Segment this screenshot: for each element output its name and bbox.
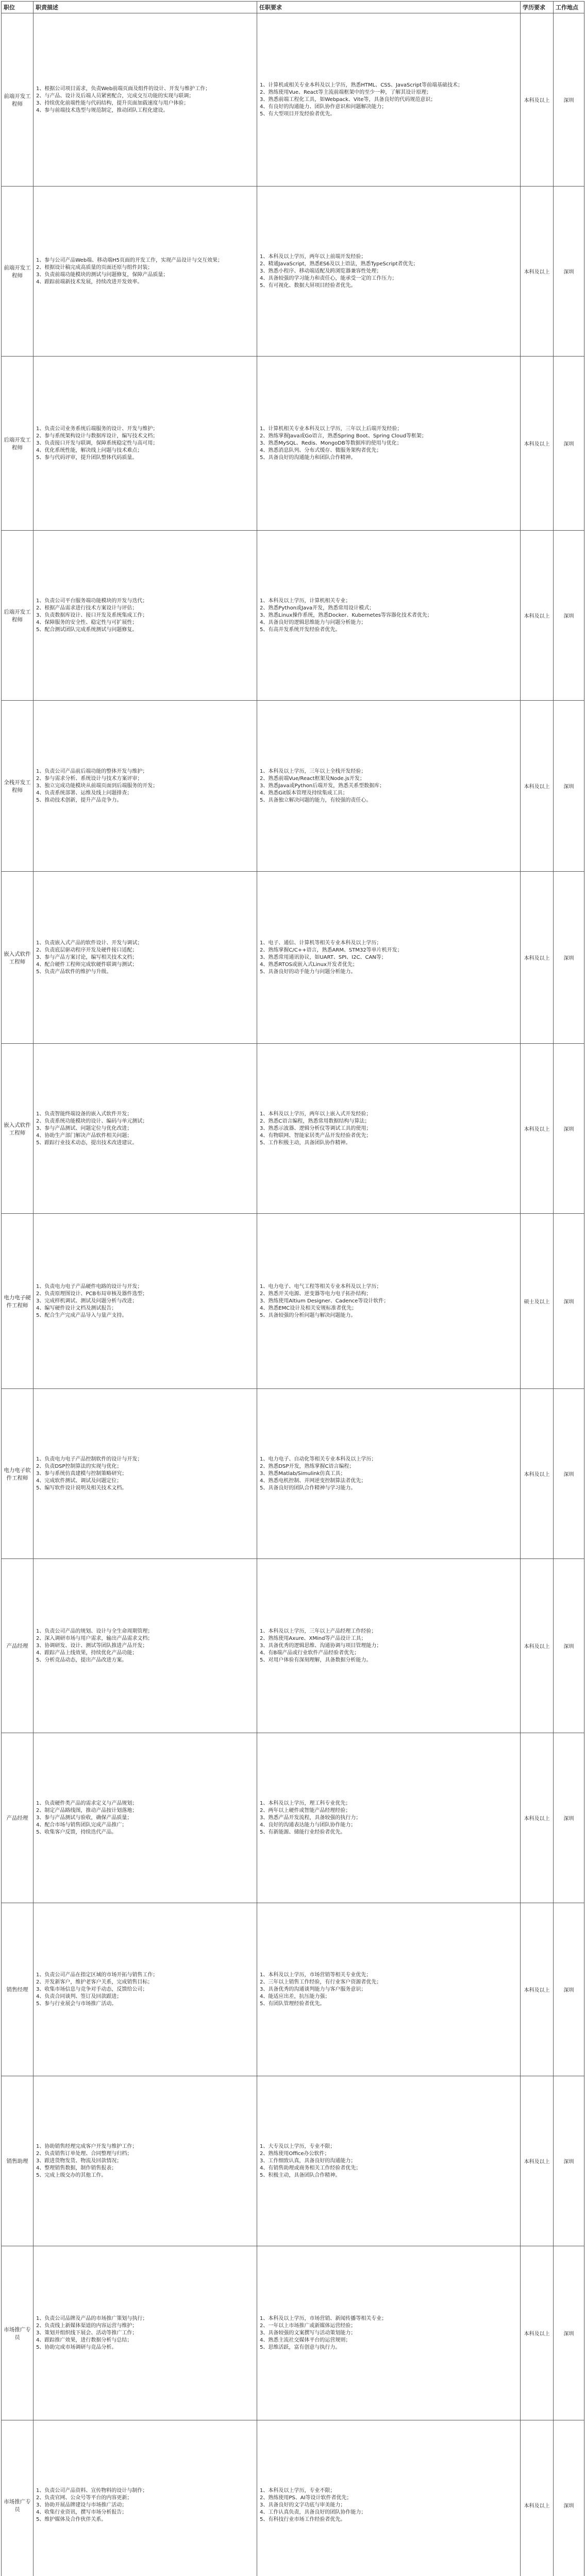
job-desc-cell: 1、负责公司产品前后端功能的整体开发与维护； 2、参与需求分析、系统设计与技术方案评审； 3、独立完成功能模块从前端页面到后端服务的开发； 4、负责系统部署、运维及线上问题排查； 5、推动技术创新，提升产品竞争力。: [34, 701, 257, 872]
job-loc-cell: 深圳: [554, 1733, 584, 1903]
table-row: [2, 1214, 584, 1389]
job-desc-cell: 1、负责公司产品在指定区域的市场开拓与销售工作； 2、开发新客户，维护老客户关系，完成销售目标； 3、收集市场信息与竞争对手动态，反馈给公司； 4、负责合同谈判、签订及回款跟进； 5、参与行业展会与市场推广活动。: [34, 1903, 257, 2076]
header-title: 职位: [2, 2, 34, 13]
job-edu-cell: 本科及以上: [521, 2076, 554, 2246]
job-req-cell: 1、本科及以上学历，三年以上全栈开发经验； 2、熟悉前端Vue/React框架及Node.js开发； 3、熟悉Java或Python后端开发，熟悉关系型数据库； 4、熟悉Git版本管理及持续集成工具； 5、具备独立解决问题的能力，有较强的责任心。: [257, 701, 521, 872]
job-req-cell: 1、大专及以上学历，专业不限； 2、熟练使用Office办公软件； 3、工作细致认真，具备良好的沟通能力； 4、有销售助理或商务相关工作经验者优先； 5、积极主动，具备团队合作精神。: [257, 2076, 521, 2246]
job-loc-cell: 深圳: [554, 1903, 584, 2076]
job-edu-cell: 本科及以上: [521, 1733, 554, 1903]
job-title-cell: 市场推广专员: [2, 2420, 34, 2576]
table-row: [2, 1389, 584, 1559]
job-req-cell: 1、电力电子、自动化等相关专业本科及以上学历； 2、熟悉DSP开发，熟练掌握C语言编程； 3、熟悉Matlab/Simulink仿真工具； 4、熟悉电机控制、并网逆变控制算法者优先； 5、具备良好的团队合作精神与学习能力。: [257, 1389, 521, 1559]
job-req-cell: 1、本科及以上学历，三年以上产品经理工作经验； 2、熟练使用Axure、XMind等产品设计工具； 3、具备优秀的逻辑思维、沟通协调与项目管理能力； 4、有B端产品或行业软件产品经验者优先； 5、对用户体验有深刻理解，具备数据分析能力。: [257, 1559, 521, 1733]
table-row: [2, 1044, 584, 1214]
job-desc-cell: 1、负责公司品牌及产品的市场推广策划与执行； 2、负责线上新媒体渠道的内容运营与维护； 3、策划并组织线下展会、活动等推广工作； 4、跟踪推广效果，进行数据分析与总结； 5、协助完成市场调研与竞品分析。: [34, 2246, 257, 2420]
job-title-cell: 前端开发工程师: [2, 187, 34, 357]
job-req-cell: 1、本科及以上学历，两年以上前端开发经验； 2、精通JavaScript，熟悉ES6及以上语法，熟悉TypeScript者优先； 3、熟悉小程序、移动端适配及跨浏览器兼容性处理； 4、具备较强的学习能力和责任心，能承受一定的工作压力； 5、有可视化、数据大屏项目经验者优先。: [257, 187, 521, 357]
table-row: [2, 1559, 584, 1733]
table-row: [2, 1903, 584, 2076]
job-edu-cell: 本科及以上: [521, 1559, 554, 1733]
job-req-cell: 1、本科及以上学历，专业不限； 2、熟练使用PS、AI等设计软件者优先； 3、具备良好的文字功底与审美能力； 4、工作认真负责，具备良好的团队协作能力； 5、有科技行业市场工作经验者优先。: [257, 2420, 521, 2576]
job-loc-cell: 深圳: [554, 2246, 584, 2420]
job-desc-cell: 1、负责公司平台服务端功能模块的开发与迭代； 2、根据产品需求进行技术方案设计与评估； 3、负责数据库设计、接口开发及系统集成工作； 4、保障服务的安全性、稳定性与可扩展性； 5、配合测试团队完成系统测试与问题修复。: [34, 531, 257, 701]
job-req-cell: 1、本科及以上学历，两年以上嵌入式开发经验； 2、熟悉C语言编程，熟悉常用数据结构与算法； 3、熟悉示波器、逻辑分析仪等调试工具的使用； 4、有物联网、智能家居类产品开发经验者优先； 5、工作积极主动，具备团队协作精神。: [257, 1044, 521, 1214]
job-desc-cell: 1、根据公司项目需求，负责Web前端页面及组件的设计、开发与维护工作； 2、与产品、设计及后端人员紧密配合，完成交互功能的实现与联调； 3、持续优化前端性能与代码结构，提升页面加载速度与用户体验； 4、参与前端技术选型与规范制定，推动团队工程化建设。: [34, 13, 257, 187]
job-title-cell: 市场推广专员: [2, 2246, 34, 2420]
job-loc-cell: 深圳: [554, 872, 584, 1044]
job-title-cell: 后端开发工程师: [2, 357, 34, 531]
job-edu-cell: 本科及以上: [521, 1044, 554, 1214]
job-edu-cell: 本科及以上: [521, 872, 554, 1044]
job-desc-cell: 1、负责嵌入式产品的软件设计、开发与调试； 2、负责底层驱动程序开发及硬件接口适配； 3、参与产品方案讨论，编写相关技术文档； 4、配合硬件工程师完成软硬件联调与测试； 5、负责产品软件的维护与升级。: [34, 872, 257, 1044]
job-req-cell: 1、本科及以上学历，计算机相关专业； 2、熟悉Python或Java开发，熟悉常用设计模式； 3、熟悉Linux操作系统，熟悉Docker、Kubernetes等容器化技术者优先； 4、具备良好的逻辑思维能力与问题分析能力； 5、有高并发系统开发经验者优先。: [257, 531, 521, 701]
job-loc-cell: 深圳: [554, 531, 584, 701]
table-row: [2, 2076, 584, 2246]
job-title-cell: 销售经理: [2, 1903, 34, 2076]
table-row: [2, 187, 584, 357]
job-title-cell: 全栈开发工程师: [2, 701, 34, 872]
job-edu-cell: 本科及以上: [521, 1903, 554, 2076]
job-edu-cell: 本科及以上: [521, 13, 554, 187]
job-loc-cell: 深圳: [554, 1214, 584, 1389]
job-edu-cell: 本科及以上: [521, 357, 554, 531]
job-edu-cell: 本科及以上: [521, 2246, 554, 2420]
table-body: [2, 13, 584, 2576]
job-title-cell: 销售助理: [2, 2076, 34, 2246]
job-req-cell: 1、计算机或相关专业本科及以上学历，熟悉HTML、CSS、JavaScript等前端基础技术； 2、熟练使用Vue、React等主流前端框架中的至少一种，了解其设计原理； 3、熟悉前端工程化工具，如Webpack、Vite等，具备良好的代码规范意识； 4、有良好的沟通能力、团队协作意识和问题解决能力； 5、有大型项目开发经验者优先。: [257, 13, 521, 187]
job-req-cell: 1、电子、通信、计算机等相关专业本科及以上学历； 2、熟练掌握C/C++语言，熟悉ARM、STM32等单片机开发； 3、熟悉常用通讯协议，如UART、SPI、I2C、CAN等； 4、熟悉RTOS或嵌入式Linux开发者优先； 5、具备良好的动手能力与问题分析能力。: [257, 872, 521, 1044]
job-desc-cell: 1、负责智能终端设备的嵌入式软件开发； 2、负责系统功能模块的设计、编码与单元测试； 3、参与产品测试、问题定位与优化改进； 4、协助生产部门解决产品软件相关问题； 5、跟踪行业技术动态，提出技术改进建议。: [34, 1044, 257, 1214]
job-edu-cell: 本科及以上: [521, 1389, 554, 1559]
job-loc-cell: 深圳: [554, 187, 584, 357]
job-desc-cell: 1、负责硬件类产品的需求定义与产品规划； 2、制定产品路线图，推动产品按计划落地； 3、参与产品测试与验收，确保产品质量； 4、配合市场与销售团队完成产品推广； 5、收集客户反馈，持续迭代产品。: [34, 1733, 257, 1903]
table-row: [2, 531, 584, 701]
job-edu-cell: 本科及以上: [521, 187, 554, 357]
job-desc-cell: 1、协助销售经理完成客户开发与维护工作； 2、负责销售订单处理、合同整理与归档； 3、跟进货物发货、物流及回款情况； 4、整理销售数据，制作销售报表； 5、完成上级交办的其他工作。: [34, 2076, 257, 2246]
job-title-cell: 产品经理: [2, 1559, 34, 1733]
job-title-cell: 嵌入式软件工程师: [2, 1044, 34, 1214]
job-loc-cell: 深圳: [554, 1559, 584, 1733]
table-row: [2, 872, 584, 1044]
job-edu-cell: 本科及以上: [521, 701, 554, 872]
job-edu-cell: 本科及以上: [521, 2420, 554, 2576]
table-row: [2, 701, 584, 872]
job-desc-cell: 1、负责公司产品的规划、设计与全生命周期管理； 2、深入调研市场与用户需求，输出产品需求文档； 3、协调研发、设计、测试等团队推进产品开发； 4、跟踪产品上线效果，持续优化产品功能； 5、分析竞品动态，提出产品改进方案。: [34, 1559, 257, 1733]
job-req-cell: 1、电力电子、电气工程等相关专业本科及以上学历； 2、熟悉开关电源、逆变器等电力电子拓扑结构； 3、熟练使用Altium Designer、Cadence等设计软件； 4、熟悉EMC设计及相关安规标准者优先； 5、具备较强的分析问题与解决问题能力。: [257, 1214, 521, 1389]
job-edu-cell: 硕士及以上: [521, 1214, 554, 1389]
job-title-cell: 嵌入式软件工程师: [2, 872, 34, 1044]
job-title-cell: 电力电子软件工程师: [2, 1389, 34, 1559]
job-loc-cell: 深圳: [554, 1389, 584, 1559]
job-loc-cell: 深圳: [554, 13, 584, 187]
job-title-cell: 前端开发工程师: [2, 13, 34, 187]
job-desc-cell: 1、负责电力电子产品控制软件的设计与开发； 2、负责DSP控制算法的实现与优化； 3、参与系统仿真建模与控制策略研究； 4、完成软件测试、调试及问题定位； 5、编写软件设计说明及相关技术文档。: [34, 1389, 257, 1559]
job-loc-cell: 深圳: [554, 357, 584, 531]
table-row: [2, 1733, 584, 1903]
job-edu-cell: 本科及以上: [521, 531, 554, 701]
header-edu: 学历要求: [521, 2, 554, 13]
job-desc-cell: 1、负责电力电子产品硬件电路的设计与开发； 2、负责原理图设计、PCB布局审核及器件选型； 3、完成样机调试、测试及问题分析与改进； 4、编写硬件设计文档及测试报告； 5、配合生产完成产品导入与量产支持。: [34, 1214, 257, 1389]
header-req: 任职要求: [257, 2, 521, 13]
job-req-cell: 1、本科及以上学历，市场营销等相关专业优先； 2、三年以上销售工作经验，有行业客户资源者优先； 3、具备优秀的沟通谈判能力与客户服务意识； 4、能适应出差，抗压能力强； 5、有团队管理经验者优先。: [257, 1903, 521, 2076]
job-title-cell: 产品经理: [2, 1733, 34, 1903]
job-loc-cell: 深圳: [554, 701, 584, 872]
job-loc-cell: 深圳: [554, 2076, 584, 2246]
job-table: [1, 1, 584, 2576]
job-desc-cell: 1、负责公司业务系统后端服务的设计、开发与维护； 2、参与系统架构设计与数据库设计，编写技术文档； 3、负责接口开发与联调，保障系统稳定性与高可用； 4、优化系统性能，解决线上问题与技术难点； 5、参与代码评审，提升团队整体代码质量。: [34, 357, 257, 531]
table-row: [2, 2246, 584, 2420]
job-title-cell: 电力电子硬件工程师: [2, 1214, 34, 1389]
header-loc: 工作地点: [554, 2, 584, 13]
table-row: [2, 357, 584, 531]
job-loc-cell: 深圳: [554, 2420, 584, 2576]
table-header: [2, 2, 584, 13]
job-desc-cell: 1、参与公司产品Web端、移动端H5页面的开发工作，实现产品设计与交互效果； 2、根据设计稿完成高质量的页面还原与组件封装； 3、负责前端功能模块的测试与问题修复，保障产品质量； 4、跟踪前端新技术发展，持续改进开发效率。: [34, 187, 257, 357]
header-row: [2, 2, 584, 13]
job-req-cell: 1、计算机相关专业本科及以上学历，三年以上后端开发经验； 2、熟练掌握Java或Go语言，熟悉Spring Boot、Spring Cloud等框架； 3、熟悉MySQL、Redis、MongoDB等数据库的使用与优化； 4、熟悉消息队列、分布式缓存、微服务架构者优先； 5、具备良好的沟通能力和团队合作精神。: [257, 357, 521, 531]
job-loc-cell: 深圳: [554, 1044, 584, 1214]
table-row: [2, 13, 584, 187]
table-row: [2, 2420, 584, 2576]
job-req-cell: 1、本科及以上学历，市场营销、新闻传播等相关专业； 2、一年以上市场推广或新媒体运营经验； 3、具备较强的文案撰写与活动策划能力； 4、熟悉主流社交媒体平台的运营规则； 5、思维活跃，富有创意与执行力。: [257, 2246, 521, 2420]
job-req-cell: 1、本科及以上学历，理工科专业优先； 2、两年以上硬件或智能产品经理经验； 3、熟悉产品开发流程，具备较强的执行力； 4、良好的沟通表达能力与团队协作能力； 5、有新能源、储能行业经验者优先。: [257, 1733, 521, 1903]
job-title-cell: 后端开发工程师: [2, 531, 34, 701]
job-desc-cell: 1、负责公司产品资料、宣传物料的设计与制作； 2、负责官网、公众号等平台的内容更新； 3、协助开展品牌建设与市场推广活动； 4、收集行业资讯，撰写市场分析报告； 5、维护媒体及合作伙伴关系。: [34, 2420, 257, 2576]
header-desc: 职责描述: [34, 2, 257, 13]
